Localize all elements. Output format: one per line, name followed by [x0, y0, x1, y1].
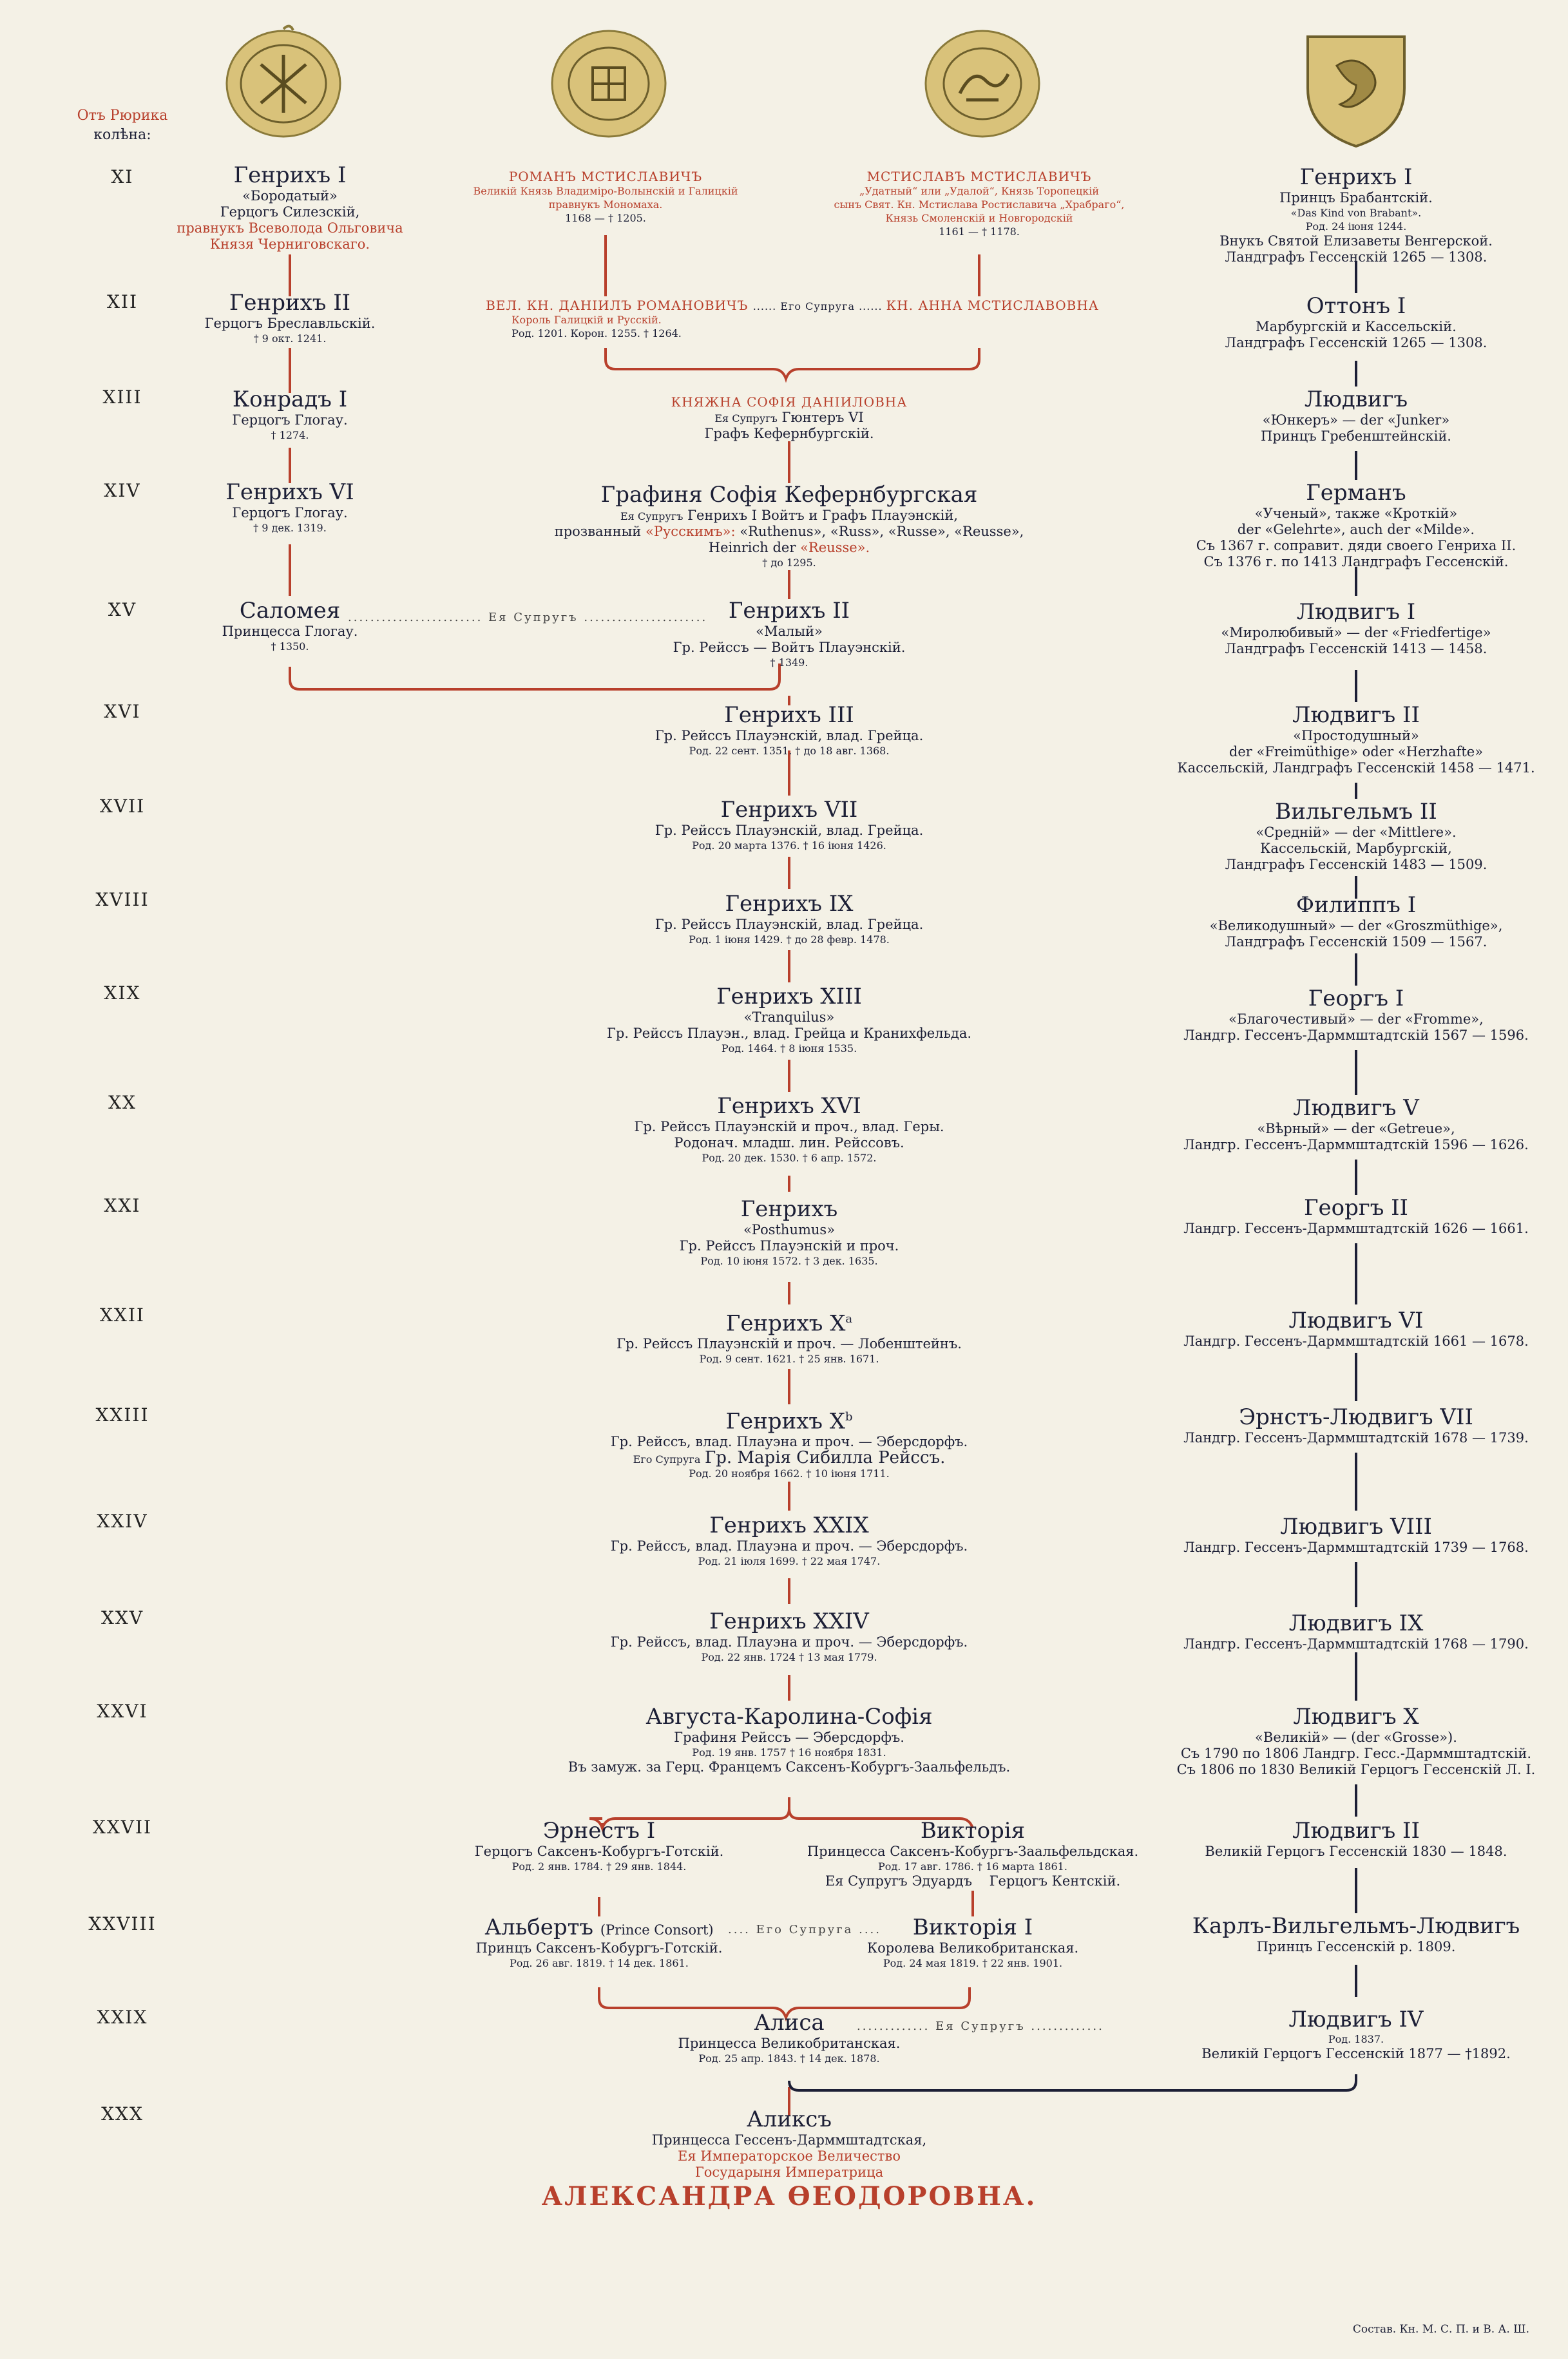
- person-dates: Род. 26 авг. 1819. † 14 дек. 1861.: [510, 1957, 689, 1969]
- person-dates: Род. 22 янв. 1724 † 13 мая 1779.: [701, 1651, 877, 1663]
- generation-label: XXVIII: [88, 1913, 157, 1934]
- person-name-text: Генрихъ X: [725, 1310, 846, 1337]
- generation-label: XVI: [104, 701, 141, 722]
- person-detail: Гр. Рейссъ Плауэн., влад. Грейца и Кранихфельда.: [606, 1026, 972, 1041]
- person-genrikh-vi: [225, 479, 354, 535]
- person-hesse-g27: [1205, 1818, 1507, 1860]
- person-name-text: Генрихъ X: [725, 1408, 845, 1435]
- generation-label: XXIII: [95, 1404, 149, 1426]
- person-genrikh-xxix: [611, 1513, 968, 1568]
- person-name: Людвигъ V: [1293, 1095, 1419, 1121]
- spouse-name: КН. АННА МСТИСЛАВОВНА: [886, 298, 1099, 313]
- generation-label: XIV: [104, 480, 141, 501]
- person-hesse-g19: [1183, 986, 1529, 1044]
- person-name: РОМАНЪ МСТИСЛАВИЧЪ: [508, 169, 703, 184]
- person-detail: Великій Князь Владиміро-Волынскій и Галицкій: [473, 185, 738, 197]
- person-victoria-saxe-coburg: [807, 1818, 1138, 1889]
- person-sofia-daniilovna: [671, 394, 908, 442]
- person-name: Викторія: [920, 1818, 1026, 1844]
- person-name: [611, 1404, 968, 1434]
- person-detail: Князь Смоленскій и Новгородскій: [885, 212, 1073, 224]
- header-line1: Отъ Рюрика: [77, 108, 168, 124]
- person-name: [611, 1513, 968, 1538]
- person-detail: Родонач. младш. лин. Рейссовъ.: [674, 1135, 904, 1151]
- person-dates: «Das Kind von Brabant».: [1290, 207, 1422, 219]
- person-genrikh-xvi: [634, 1093, 944, 1165]
- person-name: Эрнстъ-Людвигъ VII: [1239, 1404, 1473, 1430]
- person-name: Людвигъ: [1304, 387, 1408, 412]
- person-detail: Принцесса Гессенъ-Дарммштадтская,: [651, 2132, 927, 2148]
- person-dates: Род. 20 ноября 1662. † 10 іюня 1711.: [689, 1467, 890, 1480]
- person-name: [611, 1609, 968, 1634]
- person-name: Алиса: [754, 2010, 825, 2036]
- person-name: Филиппъ I: [1296, 892, 1417, 918]
- person-name: Людвигъ VI: [1288, 1308, 1424, 1333]
- person-name: [655, 797, 923, 823]
- person-name: [617, 1306, 962, 1336]
- person-dates: Род. 20 марта 1376. † 16 іюня 1426.: [692, 839, 886, 852]
- person-dates: Род. 24 іюня 1244.: [1305, 220, 1407, 233]
- person-detail: Гр. Рейссъ Плауэнскій и проч.: [679, 1238, 899, 1254]
- person-genrikh-ix: [655, 891, 923, 946]
- person-detail: Гр. Рейссъ, влад. Плауэна и проч. — Эберсдорфъ.: [610, 1634, 968, 1650]
- person-detail: правнукъ Всеволода Ольговича: [177, 220, 403, 236]
- person-detail: Герцогъ Бреславльскій.: [204, 316, 376, 331]
- person-name-text: Генрихъ III: [724, 702, 854, 728]
- generation-label: XXVII: [92, 1817, 153, 1838]
- person-salomeya: [222, 598, 358, 653]
- person-genrikh-i-silesia: [177, 162, 403, 253]
- person-detail: Великій Герцогъ Гессенскій 1877 — †1892.: [1201, 2046, 1511, 2061]
- person-name: [680, 1196, 899, 1222]
- person-detail: «Бородатый»: [242, 188, 338, 204]
- person-hesse-g15: [1221, 599, 1491, 657]
- person-hesse-g14: [1196, 480, 1516, 570]
- spouse-label: Его Супруга: [633, 1453, 701, 1466]
- person-name: Генрихъ II: [229, 290, 351, 316]
- person-dates: 1168 — † 1205.: [565, 212, 646, 224]
- person-detail: Ландгр. Гессенъ-Дарммштадтскій 1768 — 1790.: [1183, 1636, 1529, 1652]
- person-detail: «Благочестивый» — der «Fromme»,: [1229, 1011, 1484, 1027]
- person-detail: „Удатный“ или „Удалой“, Князь Торопецкій: [859, 185, 1100, 197]
- person-detail: Ландгр. Гессенъ-Дарммштадтскій 1596 — 1626.: [1183, 1137, 1529, 1152]
- person-name-text: Генрихъ VII: [720, 797, 858, 823]
- person-name: Саломея: [239, 598, 341, 624]
- person-genrikh-xb: [611, 1404, 968, 1480]
- person-roman-mstislavich: [473, 169, 738, 225]
- person-detail: Герцогъ Глогау.: [232, 505, 348, 521]
- person-name: Людвигъ IX: [1288, 1610, 1424, 1636]
- person-detail: Съ 1806 по 1830 Великій Герцогъ Гессенскій Л. I.: [1176, 1762, 1536, 1777]
- person-detail: Принцесса Глогау.: [222, 624, 358, 639]
- person-hesse-g24: [1183, 1514, 1529, 1556]
- person-detail: Графиня Рейссъ — Эберсдорфъ.: [674, 1730, 904, 1745]
- person-detail: Ландгр. Гессенъ-Дарммштадтскій 1678 — 1739.: [1183, 1430, 1529, 1446]
- generation-label: XII: [106, 291, 139, 312]
- person-name: Людвигъ II: [1292, 1818, 1420, 1844]
- generation-label: XXX: [101, 2103, 144, 2125]
- person-detail: сынъ Свят. Кн. Мстислава Ростиславича „Храбраго“,: [834, 198, 1125, 211]
- person-detail: Герцогъ Силезскій,: [220, 204, 360, 220]
- person-name: Генрихъ I: [1299, 164, 1413, 190]
- spouse-label: Его Супруга: [756, 1923, 854, 1936]
- person-detail: «Вѣрный» — der «Getreue»,: [1257, 1121, 1455, 1136]
- person-hesse-g20: [1183, 1095, 1529, 1153]
- generation-label: XXV: [100, 1607, 144, 1628]
- person-name: [607, 984, 971, 1009]
- generation-label: XV: [108, 599, 137, 620]
- person-name: Германъ: [1306, 480, 1406, 506]
- person-name: Вильгельмъ II: [1275, 799, 1437, 825]
- person-hesse-g12: [1225, 293, 1487, 351]
- person-name: МСТИСЛАВЪ МСТИСЛАВИЧЪ: [866, 169, 1092, 184]
- person-name: Людвигъ X: [1293, 1704, 1419, 1730]
- person-detail: der «Freimüthige» oder «Herzhafte»: [1229, 744, 1484, 759]
- person-detail: Heinrich der: [708, 540, 796, 555]
- person-detail: «Русскимъ»:: [645, 524, 736, 539]
- person-name: [655, 891, 923, 917]
- person-detail: (Prince Consort): [600, 1922, 714, 1938]
- person-name: Генрихъ II: [728, 598, 850, 624]
- person-dates: Род. 2 янв. 1784. † 29 янв. 1844.: [512, 1860, 687, 1873]
- person-detail: Принцесса Великобританская.: [678, 2036, 901, 2051]
- person-detail: Ея Императорское Величество: [678, 2148, 901, 2164]
- person-detail: Гр. Рейссъ Плауэнскій, влад. Грейца.: [655, 917, 924, 932]
- person-name: ВЕЛ. КН. ДАНІИЛЪ РОМАНОВИЧЪ: [486, 298, 749, 313]
- generation-label: XIII: [102, 387, 142, 408]
- person-hesse-g21: [1183, 1195, 1529, 1237]
- person-dates: Род. 1201. Корон. 1255. † 1264.: [512, 327, 682, 339]
- person-detail: Кассельскій, Марбургскій,: [1260, 841, 1452, 856]
- spouse-dots: ........................ Ея Супругъ ......................: [348, 611, 708, 624]
- person-detail: правнукъ Мономаха.: [548, 198, 663, 211]
- spouse-label: Ея Супругъ Эдуардъ: [825, 1873, 972, 1889]
- person-name: Альбертъ: [484, 1915, 594, 1940]
- person-dates: Род. 25 апр. 1843. † 14 дек. 1878.: [698, 2052, 880, 2065]
- spouse-label: Его Супруга: [780, 300, 855, 312]
- person-genrikh-ii: [205, 290, 376, 345]
- person-detail: Гр. Рейссъ Плауэнскій и проч., влад. Геры.: [634, 1119, 944, 1134]
- person-alice: [678, 2010, 901, 2065]
- seal-icon: [548, 23, 670, 144]
- spouse-name: Генрихъ I Войтъ и Графъ Плауэнскій,: [687, 508, 959, 523]
- person-hesse-g22: [1183, 1308, 1529, 1350]
- generation-label: XXII: [100, 1304, 145, 1326]
- person-detail: Ландграфъ Гессенскій 1483 — 1509.: [1225, 857, 1487, 872]
- person-detail: Королева Великобританская.: [866, 1940, 1079, 1956]
- person-dates: † 1350.: [271, 640, 309, 653]
- person-detail: Кассельскій, Ландграфъ Гессенскій 1458 — 1471.: [1177, 760, 1535, 776]
- generation-label: XX: [108, 1092, 137, 1113]
- person-daniil-romanovich: ВЕЛ. КН. ДАНІИЛЪ РОМАНОВИЧЪ ...... Его Супруга ...... КН. АННА МСТИСЛАВОВНА Король Галицкій и Русскій. Род. 1201. Корон. 1255. † 1264.: [486, 298, 1099, 339]
- person-detail: прозванный: [554, 524, 642, 539]
- spouse-name: Гр. Марія Сибилла Рейссъ.: [705, 1448, 946, 1468]
- person-detail: Ландгр. Гессенъ-Дарммштадтскій 1567 — 1596.: [1183, 1027, 1529, 1043]
- person-detail: Государыня Императрица: [694, 2164, 884, 2180]
- spouse-label: Ея Супругъ: [714, 412, 778, 425]
- person-name: Генрихъ I: [233, 162, 347, 188]
- person-detail: «Малый»: [756, 624, 823, 639]
- person-detail: Великій Герцогъ Гессенскій 1830 — 1848.: [1205, 1844, 1507, 1859]
- person-detail: Принцъ Саксенъ-Кобургъ-Готскій.: [475, 1940, 723, 1956]
- person-name: Графиня Софія Кефернбургская: [600, 482, 978, 508]
- person-ernest-i: [475, 1818, 724, 1873]
- person-name: Августа-Каролина-Софія: [645, 1704, 933, 1730]
- person-dates: Род. 21 іюля 1699. † 22 мая 1747.: [698, 1555, 881, 1567]
- person-detail: Герцогъ Саксенъ-Кобургъ-Готскій.: [474, 1844, 724, 1859]
- person-detail: «Простодушный»: [1293, 728, 1419, 743]
- footer-credit: Состав. Кн. М. С. П. и В. А. Ш.: [1352, 2323, 1529, 2336]
- person-detail: Ландгр. Гессенъ-Дарммштадтскій 1661 — 1678.: [1183, 1333, 1529, 1349]
- person-dates: † 9 окт. 1241.: [253, 332, 327, 345]
- person-dates: Род. 1464. † 8 іюня 1535.: [721, 1042, 857, 1055]
- person-detail: «Ruthenus», «Russ», «Russe», «Reusse»,: [740, 524, 1024, 539]
- person-hesse-g23: [1183, 1404, 1529, 1446]
- person-victoria-i: [867, 1915, 1078, 1970]
- person-alix: [542, 2106, 1037, 2213]
- person-name: Людвигъ VIII: [1280, 1514, 1432, 1540]
- person-name: [634, 1093, 944, 1119]
- person-detail: «Великій» — (der «Grosse»).: [1255, 1730, 1457, 1745]
- person-detail: Съ 1367 г. соправит. дяди своего Генриха II.: [1196, 538, 1516, 553]
- spouse-label: Ея Супругъ: [935, 2020, 1026, 2033]
- spouse-dots: .... Его Супруга ....: [728, 1923, 881, 1936]
- person-albert: [476, 1915, 723, 1970]
- person-dates: † 9 дек. 1319.: [253, 522, 327, 534]
- person-detail: Гр. Рейссъ Плауэнскій, влад. Грейца.: [655, 728, 924, 743]
- person-name-text: Генрихъ XXIX: [709, 1513, 869, 1538]
- person-dates: Род. 10 іюня 1572. † 3 дек. 1635.: [700, 1255, 878, 1267]
- person-detail: Ландграфъ Гессенскій 1413 — 1458.: [1225, 641, 1487, 656]
- person-detail: Гр. Рейссъ Плауэнскій и проч. — Лобенштейнъ.: [617, 1336, 962, 1352]
- person-detail: Принцъ Гребенштейнскій.: [1261, 428, 1451, 444]
- person-name-suffix: b: [845, 1410, 853, 1424]
- generation-label: XIX: [104, 982, 141, 1004]
- person-detail: «Reusse».: [800, 540, 870, 555]
- person-name-text: Генрихъ XIII: [716, 984, 862, 1009]
- person-name: Карлъ-Вильгельмъ-Людвигъ: [1192, 1913, 1520, 1939]
- person-detail: «Великодушный» — der «Groszmüthige»,: [1209, 918, 1503, 933]
- person-dates: † 1274.: [271, 429, 309, 441]
- person-detail: Ландграфъ Гессенскій 1265 — 1308.: [1225, 249, 1487, 265]
- person-name-suffix: a: [845, 1312, 853, 1326]
- person-detail: Князя Черниговскаго.: [209, 236, 370, 252]
- person-name: Конрадъ I: [232, 387, 348, 412]
- empress-title: АЛЕКСАНДРА ѲЕОДОРОВНА.: [541, 2181, 1037, 2211]
- person-detail: Марбургскій и Кассельскій.: [1256, 319, 1457, 334]
- seal-icon: [222, 23, 345, 144]
- person-detail: Съ 1376 г. по 1413 Ландграфъ Гессенскій.: [1203, 554, 1509, 569]
- person-detail: Принцъ Брабантскій.: [1279, 190, 1433, 205]
- person-detail: «Средній» — der «Mittlere».: [1256, 825, 1457, 840]
- person-hesse-g17: [1225, 799, 1487, 873]
- person-name-text: Генрихъ: [740, 1196, 838, 1222]
- person-detail: Внукъ Святой Елизаветы Венгерской.: [1219, 233, 1493, 249]
- person-detail: Гр. Рейссъ, влад. Плауэна и проч. — Эберсдорфъ.: [610, 1538, 968, 1554]
- person-name: Людвигъ II: [1292, 702, 1420, 728]
- line-alice-union: [789, 2074, 1356, 2090]
- header-line2: колѣна:: [93, 127, 151, 143]
- person-genrikh-xiii: [607, 984, 971, 1055]
- generation-label: XXVI: [97, 1701, 148, 1722]
- person-hesse-g13: [1261, 387, 1451, 444]
- person-name-text: Генрихъ XXIV: [709, 1609, 869, 1634]
- spouse-label: Ея Супругъ: [620, 510, 684, 522]
- person-dates: Род. 17 авг. 1786. † 16 марта 1861.: [878, 1860, 1067, 1873]
- person-name: Оттонъ I: [1306, 293, 1406, 319]
- person-detail: Ландгр. Гессенъ-Дарммштадтскій 1739 — 1768.: [1183, 1540, 1529, 1555]
- person-hesse-g25: [1183, 1610, 1529, 1652]
- header-label: [45, 106, 200, 145]
- person-dates: Род. 19 янв. 1757 † 16 ноября 1831.: [692, 1746, 886, 1759]
- generation-label: XVIII: [95, 889, 149, 910]
- person-genrikh-xa: [617, 1306, 962, 1366]
- person-detail: Король Галицкій и Русскій.: [512, 314, 662, 326]
- person-konrad-i: [232, 387, 347, 442]
- seal-icon: [921, 23, 1044, 144]
- person-detail: «Posthumus»: [743, 1222, 836, 1237]
- person-detail: «Tranquilus»: [743, 1009, 835, 1025]
- person-hesse-g16: [1177, 702, 1535, 776]
- person-dates: Род. 24 мая 1819. † 22 янв. 1901.: [883, 1957, 1063, 1969]
- person-detail: der «Gelehrte», auch der «Milde».: [1237, 522, 1475, 537]
- person-genrikh-posthumus: [680, 1196, 899, 1268]
- spouse-name: Гюнтеръ VI: [781, 410, 864, 425]
- person-dates: † 1349.: [770, 656, 808, 669]
- spouse-name: Герцогъ Кентскій.: [989, 1873, 1121, 1889]
- person-dates: Род. 20 дек. 1530. † 6 апр. 1572.: [702, 1152, 877, 1164]
- coat-of-arms-icon: [1301, 27, 1411, 152]
- person-name: Генрихъ VI: [225, 479, 354, 505]
- person-genrikh-vii: [655, 797, 923, 852]
- person-dates: Род. 1837.: [1328, 2033, 1384, 2045]
- person-detail: Ландграфъ Гессенскій 1509 — 1567.: [1225, 934, 1487, 950]
- person-name: Эрнестъ I: [542, 1818, 656, 1844]
- person-detail: «Ученый», также «Кроткій»: [1254, 506, 1458, 521]
- person-name: Аликсъ: [747, 2106, 832, 2132]
- person-mstislav-mstislavich: [834, 169, 1125, 238]
- person-dates: Род. 1 іюня 1429. † до 28 февр. 1478.: [689, 933, 890, 946]
- person-detail: «Миролюбивый» — der «Friedfertige»: [1221, 625, 1491, 640]
- person-dates: Род. 9 сент. 1621. † 25 янв. 1671.: [699, 1353, 879, 1366]
- person-dates: † до 1295.: [762, 557, 816, 569]
- person-detail: «Юнкеръ» — der «Junker»: [1262, 412, 1450, 428]
- person-augusta-karolina-sofia: [568, 1704, 1010, 1775]
- generation-label: XXIX: [97, 2007, 148, 2028]
- person-hesse-g29: [1201, 2007, 1511, 2062]
- person-detail: Ландграфъ Гессенскій 1265 — 1308.: [1225, 335, 1487, 350]
- generation-label: XVII: [99, 796, 146, 817]
- spouse-label: Ея Супругъ: [488, 611, 578, 624]
- person-name-text: Генрихъ XVI: [717, 1093, 861, 1119]
- person-sofia-kefernburg: [555, 482, 1024, 569]
- person-hesse-g26: [1177, 1704, 1536, 1778]
- person-detail: Герцогъ Глогау.: [232, 412, 348, 428]
- person-hesse-g28: [1192, 1913, 1520, 1955]
- person-hesse-g11: [1219, 164, 1493, 265]
- person-detail: Ландгр. Гессенъ-Дарммштадтскій 1626 — 1661.: [1183, 1221, 1529, 1236]
- line-daniil-union: [606, 348, 979, 379]
- person-name: Викторія I: [912, 1915, 1033, 1940]
- person-name: [655, 702, 923, 728]
- person-name-text: Генрихъ IX: [725, 891, 854, 917]
- person-name: КНЯЖНА СОФІЯ ДАНІИЛОВНА: [671, 394, 908, 410]
- person-name: Георгъ II: [1304, 1195, 1408, 1221]
- generation-label: XXI: [104, 1195, 141, 1216]
- spouse-line: [611, 1450, 968, 1467]
- person-detail: Принцесса Саксенъ-Кобургъ-Заальфельдская.: [807, 1844, 1139, 1859]
- spouse-dots: ............. Ея Супругъ .............: [857, 2020, 1104, 2033]
- person-genrikh-iii: [655, 702, 923, 758]
- person-detail: Графъ Кефернбургскій.: [704, 426, 874, 441]
- generation-label: XI: [111, 166, 134, 187]
- person-detail: Гр. Рейссъ, влад. Плауэна и проч. — Эберсдорфъ.: [610, 1434, 968, 1450]
- person-name: Георгъ I: [1308, 986, 1404, 1011]
- person-genrikh-xxiv: [611, 1609, 968, 1664]
- person-detail: Съ 1790 по 1806 Ландгр. Гесс.-Дарммштадтскій.: [1180, 1746, 1532, 1761]
- person-dates: Род. 22 сент. 1351. † до 18 авг. 1368.: [689, 745, 890, 757]
- person-name: Людвигъ I: [1296, 599, 1416, 625]
- person-hesse-g18: [1210, 892, 1503, 950]
- person-detail: Принцъ Гессенскій р. 1809.: [1256, 1939, 1456, 1954]
- person-detail: Въ замуж. за Герц. Францемъ Саксенъ-Кобургъ-Заальфельдъ.: [568, 1759, 1011, 1775]
- person-dates: 1161 — † 1178.: [939, 225, 1020, 238]
- person-name: Людвигъ IV: [1288, 2007, 1424, 2032]
- person-detail: Гр. Рейссъ Плауэнскій, влад. Грейца.: [655, 823, 924, 838]
- generation-label: XXIV: [97, 1511, 148, 1532]
- person-genrikh-ii-reuss: [673, 598, 906, 669]
- person-detail: Гр. Рейссъ — Войтъ Плауэнскій.: [673, 640, 906, 655]
